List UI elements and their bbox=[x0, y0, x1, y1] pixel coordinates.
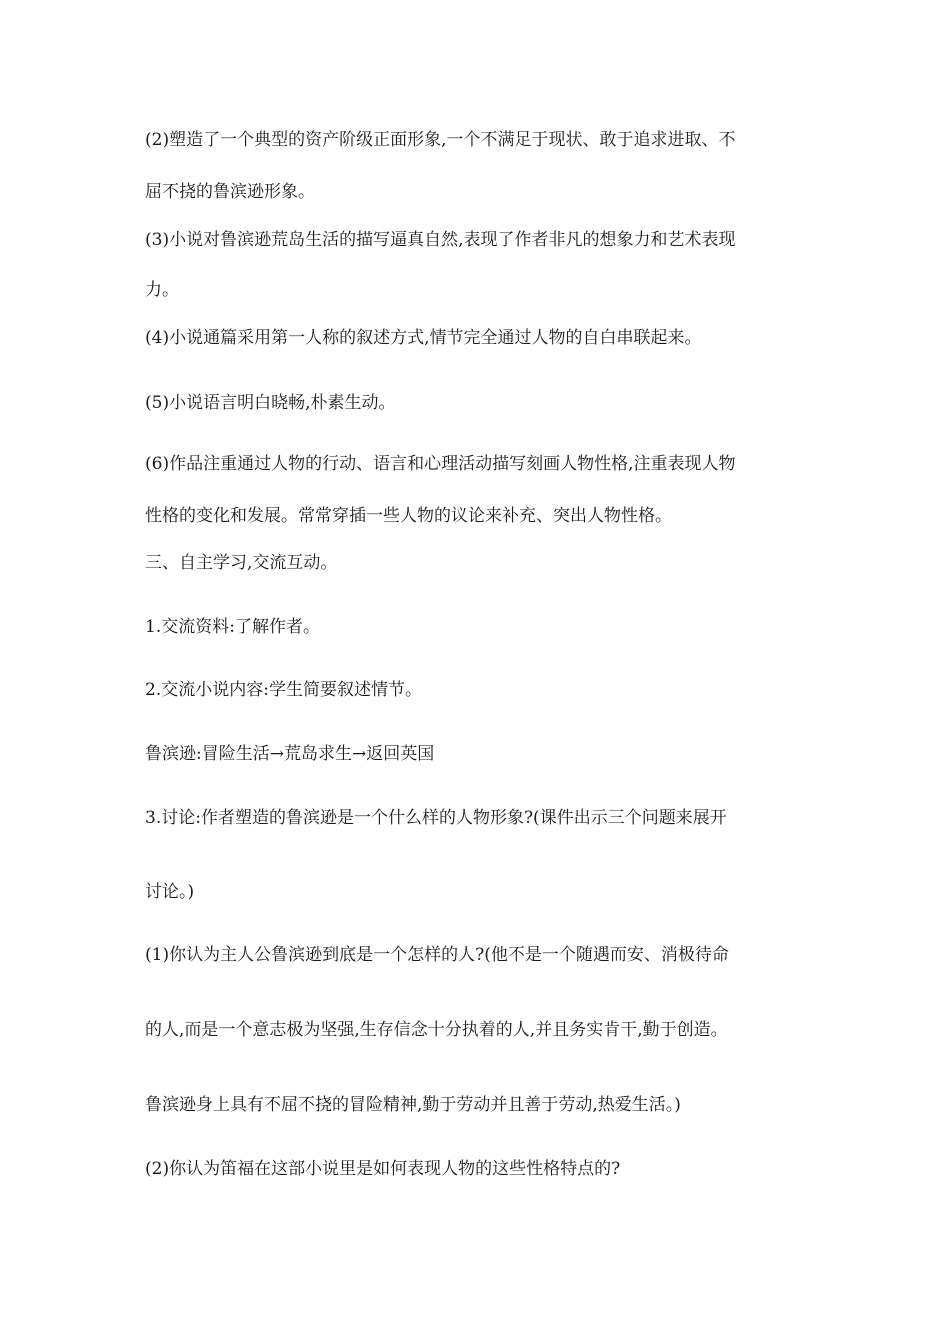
text-line-16: 的人,而是一个意志极为坚强,生存信念十分执着的人,并且务实肯干,勤于创造。 bbox=[145, 1020, 728, 1040]
text-line-5: (4)小说通篇采用第一人称的叙述方式,情节完全通过人物的自白串联起来。 bbox=[145, 328, 702, 348]
text-line-8: 性格的变化和发展。常常穿插一些人物的议论来补充、突出人物性格。 bbox=[145, 506, 672, 526]
text-line-6: (5)小说语言明白晓畅,朴素生动。 bbox=[145, 393, 396, 413]
text-line-15: (1)你认为主人公鲁滨逊到底是一个怎样的人?(他不是一个随遇而安、消极待命 bbox=[145, 945, 729, 965]
text-line-17: 鲁滨逊身上具有不屈不挠的冒险精神,勤于劳动并且善于劳动,热爱生活。) bbox=[145, 1095, 681, 1115]
section-heading-3: 三、自主学习,交流互动。 bbox=[145, 553, 338, 573]
text-line-13: 3.讨论:作者塑造的鲁滨逊是一个什么样的人物形象?(课件出示三个问题来展开 bbox=[145, 808, 727, 828]
text-line-14: 讨论。) bbox=[145, 882, 195, 902]
text-line-4: 力。 bbox=[145, 280, 179, 300]
text-line-3: (3)小说对鲁滨逊荒岛生活的描写逼真自然,表现了作者非凡的想象力和艺术表现 bbox=[145, 230, 736, 250]
text-line-10: 1.交流资料:了解作者。 bbox=[145, 617, 320, 637]
text-line-7: (6)作品注重通过人物的行动、语言和心理活动描写刻画人物性格,注重表现人物 bbox=[145, 454, 736, 474]
text-line-18: (2)你认为笛福在这部小说里是如何表现人物的这些性格特点的? bbox=[145, 1159, 621, 1179]
text-line-1: (2)塑造了一个典型的资产阶级正面形象,一个不满足于现状、敢于追求进取、不 bbox=[145, 130, 736, 150]
text-line-2: 屈不挠的鲁滨逊形象。 bbox=[145, 182, 315, 202]
text-line-11: 2.交流小说内容:学生简要叙述情节。 bbox=[145, 680, 422, 700]
text-line-12: 鲁滨逊:冒险生活→荒岛求生→返回英国 bbox=[145, 744, 435, 764]
